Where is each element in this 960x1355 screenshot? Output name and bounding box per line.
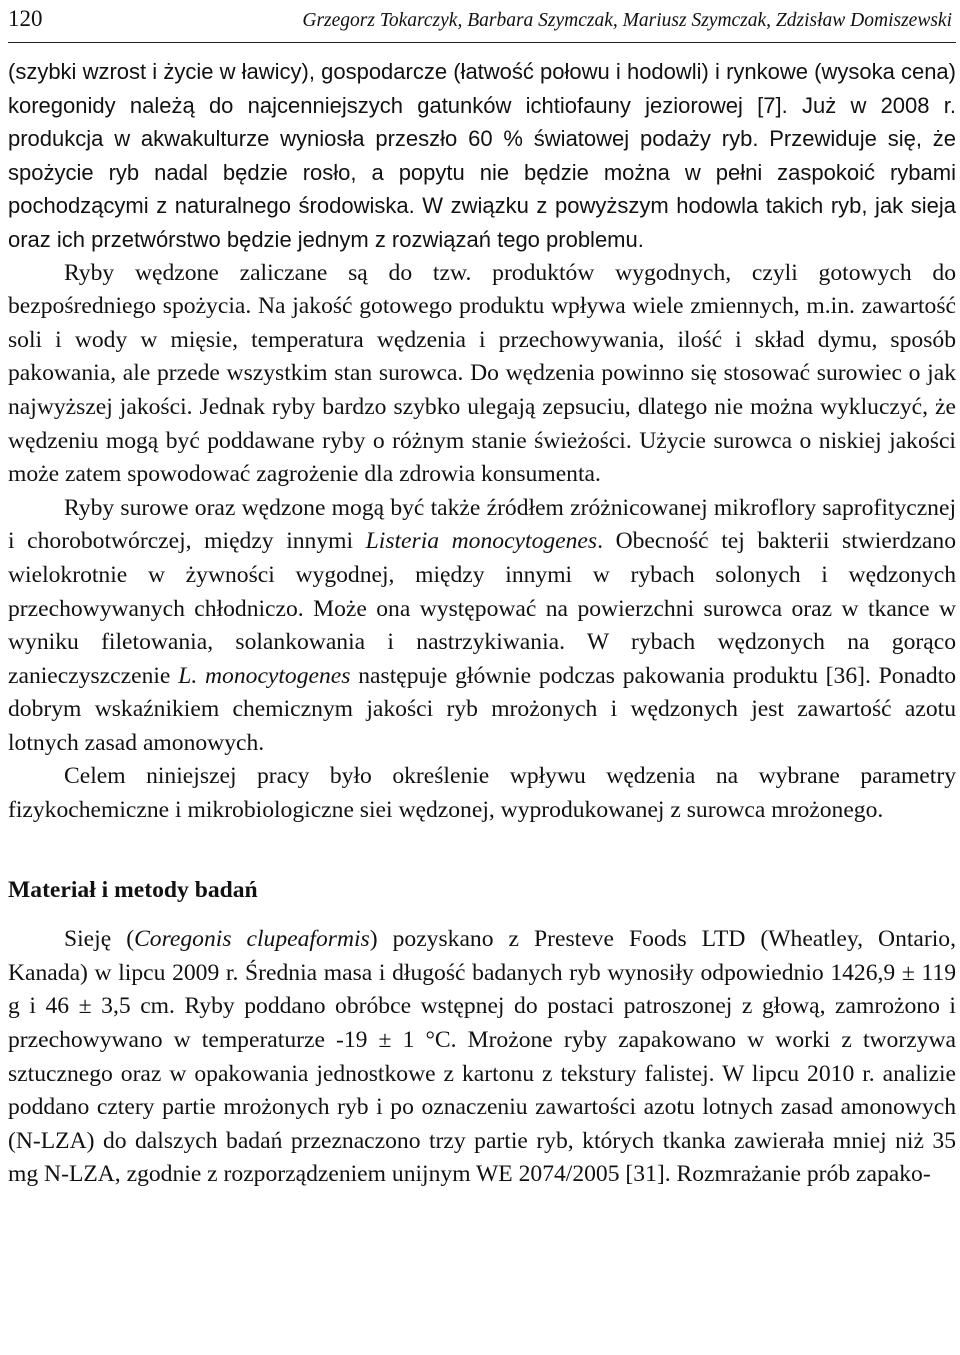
running-head-authors: Grzegorz Tokarczyk, Barbara Szymczak, Mariusz Szymczak, Zdzisław Domiszewski (302, 10, 952, 31)
species-name-listeria: Listeria monocytogenes (365, 528, 598, 555)
paragraph-3-text-c: następuje głównie podczas pakowania produktu [36]. Ponadto dobrym wskaźnikiem chemicznym jakości ryb mrożonych i wędzonych jest zawartość azotu lotnych zasad amonowych. (8, 662, 956, 756)
paragraph-4: Celem niniejszej pracy było określenie wpływu wędzenia na wybrane parametry fizykochemiczne i mikrobiologiczne siei wędzonej, wyprodukowanej z surowca mrożonego. (8, 763, 956, 824)
paragraph-3-text-b: . Obecność tej bakterii stwierdzano wielokrotnie w żywności wygodnej, między innymi w rybach solonych i wędzonych przechowywanych chłodniczo. Może ona występować na powierzchni surowca oraz w tkance w wyniku filetowania, solankowania i nastrzykiwania. W rybach wędzonych na gorąco zanieczyszczenie (8, 528, 956, 689)
paragraph-5-text-a: Sieję ( (64, 926, 135, 953)
paragraph-3 (8, 492, 956, 761)
paragraph-5 (8, 923, 956, 1192)
paragraph-1: (szybki wzrost i życie w ławicy), gospodarcze (łatwość połowu i hodowli) i rynkowe (wysoka cena) koregonidy należą do najcenniejszych gatunków ichtiofauny jeziorowej [7]. Już w 2008 r. produkcja w akwakulturze wyniosła przeszło 60 % światowej podaży ryb. Przewiduje się, że spożycie ryb nadal będzie rosło, a popytu nie będzie można w pełni zaspokoić rybami pochodzącymi z naturalnego środowiska. W związku z powyższym hodowla takich ryb, jak sieja oraz ich przetwórstwo będzie jednym z rozwiązań tego problemu. (8, 59, 956, 252)
paragraph-5-text-b: ) pozyskano z Presteve Foods LTD (Wheatley, Ontario, Kanada) w lipcu 2009 r. Średnia masa i długość badanych ryb wynosiły odpowiednio 1426,9 ± 119 g i 46 ± 3,5 cm. Ryby poddano obróbce wstępnej do postaci patroszonej z głową, zamrożono i przechowywano w temperaturze -19 ± 1 °C. Mrożone ryby zapakowano w worki z tworzywa sztucznego oraz w opakowania jednostkowe z kartonu z tekstury falistej. W lipcu 2010 r. analizie poddano cztery partie mrożonych ryb i po oznaczeniu zawartości azotu lotnych zasad amonowych (N-LZA) do dalszych badań przeznaczono trzy partie ryb, których tkanka zawierała mniej niż 35 mg N-LZA, zgodnie z rozporządzeniem unijnym WE 2074/2005 [31]. Rozmrażanie prób zapako- (8, 926, 956, 1188)
paragraph-2: Ryby wędzone zaliczane są do tzw. produktów wygodnych, czyli gotowych do bezpośredniego spożycia. Na jakość gotowego produktu wpływa wiele zmiennych, m.in. zawartość soli i wody w mięsie, temperatura wędzenia i przechowywania, ilość i skład dymu, sposób pakowania, ale przede wszystkim stan surowca. Do wędzenia powinno się stosować surowiec o jak najwyższej jakości. Jednak ryby bardzo szybko ulegają zepsuciu, dlatego nie można wykluczyć, że wędzeniu mogą być poddawane ryby o różnym stanie świeżości. Użycie surowca o niskiej jakości może zatem spowodować zagrożenie dla zdrowia konsumenta. (8, 259, 956, 488)
paragraph-3-text-a: Ryby surowe oraz wędzone mogą być także źródłem zróżnicowanej mikroflory saprofitycznej i chorobotwórczej, między innymi (8, 494, 956, 555)
page-number: 120 (8, 6, 43, 31)
species-name-l-mono: L. monocytogenes (178, 662, 351, 689)
running-header (8, 0, 956, 43)
species-name-coregonis: Coregonis clupeaformis (134, 926, 370, 953)
section-heading: Materiał i metody badań (8, 876, 258, 903)
